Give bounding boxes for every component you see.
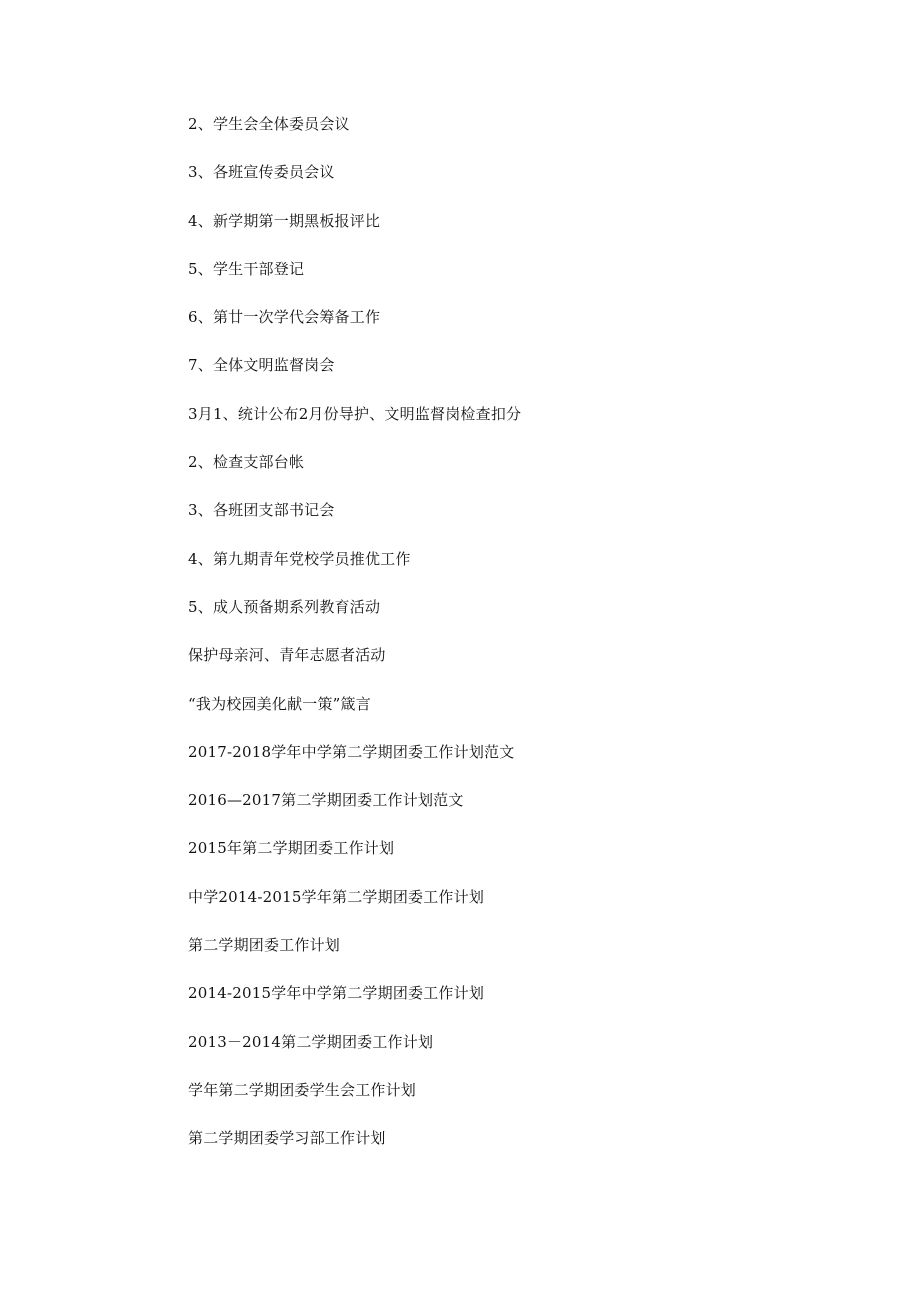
activity-item: 保护母亲河、青年志愿者活动 — [188, 646, 386, 665]
agenda-item: 5、成人预备期系列教育活动 — [188, 597, 381, 616]
related-link: 中学2014-2015学年第二学期团委工作计划 — [188, 887, 485, 906]
related-link: 2015年第二学期团委工作计划 — [188, 839, 395, 858]
agenda-item: 2、检查支部台帐 — [188, 453, 305, 472]
agenda-item: 3、各班宣传委员会议 — [188, 163, 335, 182]
related-link: 2016—2017第二学期团委工作计划范文 — [188, 791, 464, 810]
related-link: 第二学期团委工作计划 — [188, 936, 341, 955]
document-body — [188, 110, 868, 1173]
related-link: 2013－2014第二学期团委工作计划 — [188, 1032, 434, 1051]
related-link: 2017-2018学年中学第二学期团委工作计划范文 — [188, 742, 515, 761]
agenda-item: 3月1、统计公布2月份导护、文明监督岗检查扣分 — [188, 404, 522, 423]
related-link: 第二学期团委学习部工作计划 — [188, 1129, 386, 1148]
related-link: 学年第二学期团委学生会工作计划 — [188, 1080, 417, 1099]
agenda-item: 3、各班团支部书记会 — [188, 501, 335, 520]
agenda-item: 5、学生干部登记 — [188, 259, 305, 278]
agenda-item: 4、新学期第一期黑板报评比 — [188, 211, 381, 230]
activity-item: “我为校园美化献一策”箴言 — [188, 694, 371, 713]
agenda-item: 2、学生会全体委员会议 — [188, 115, 350, 133]
agenda-item: 4、第九期青年党校学员推优工作 — [188, 549, 411, 568]
agenda-item: 7、全体文明监督岗会 — [188, 356, 335, 375]
agenda-item: 6、第廿一次学代会筹备工作 — [188, 308, 381, 327]
related-link: 2014-2015学年中学第二学期团委工作计划 — [188, 984, 485, 1003]
